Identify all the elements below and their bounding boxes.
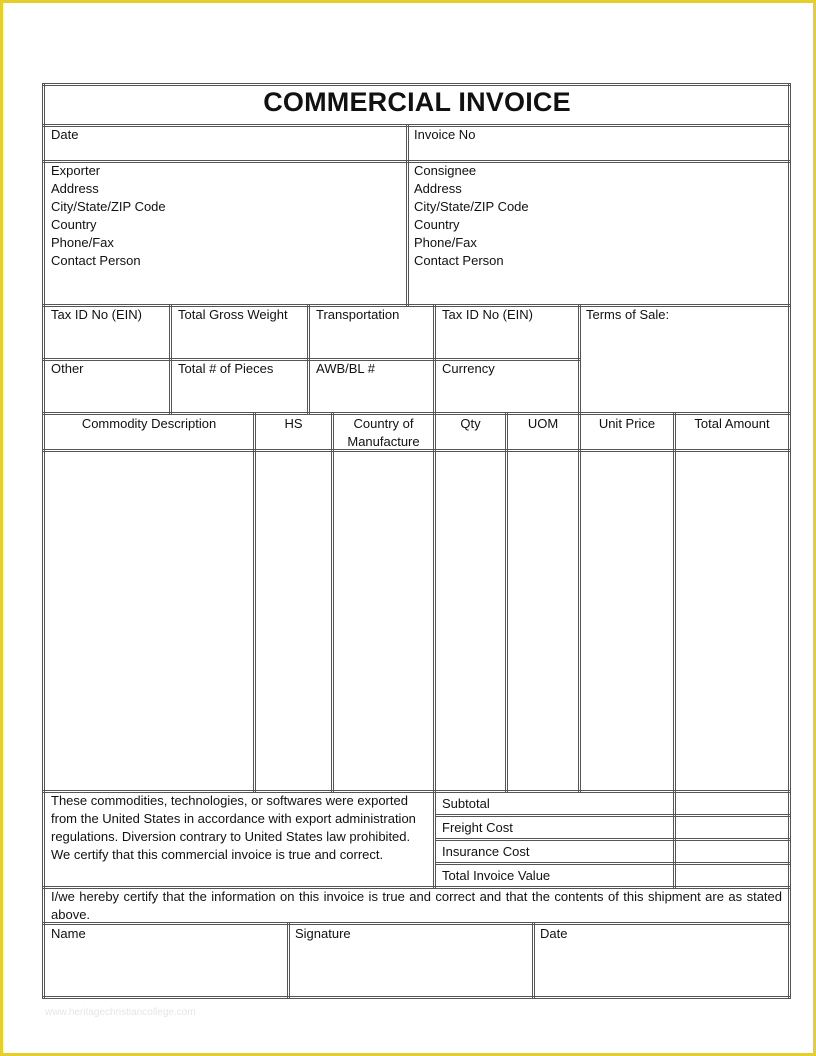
exporter-phone-label: Phone/Fax: [51, 235, 114, 250]
signature-label: Signature: [295, 926, 351, 941]
consignee-contact-label: Contact Person: [414, 253, 504, 268]
consignee-phone-label: Phone/Fax: [414, 235, 477, 250]
transportation-label: Transportation: [316, 307, 400, 322]
exporter-city-label: City/State/ZIP Code: [51, 199, 166, 214]
exporter-address-label: Address: [51, 181, 99, 196]
consignee-tax-id-label: Tax ID No (EIN): [442, 307, 534, 322]
invoice-no-label: Invoice No: [414, 127, 476, 142]
gross-weight-label: Total Gross Weight: [178, 307, 288, 322]
col-description: Commodity Description: [81, 416, 217, 431]
consignee-label: Consignee: [414, 163, 477, 178]
col-country-line2: Manufacture: [347, 434, 420, 449]
col-total-amount: Total Amount: [694, 416, 770, 431]
col-qty: Qty: [460, 416, 481, 431]
pieces-label: Total # of Pieces: [178, 361, 274, 376]
consignee-city-label: City/State/ZIP Code: [414, 199, 529, 214]
exporter-label: Exporter: [51, 163, 101, 178]
col-hs: HS: [284, 416, 303, 431]
consignee-address-label: Address: [414, 181, 462, 196]
exporter-country-label: Country: [51, 217, 97, 232]
consignee-country-label: Country: [414, 217, 460, 232]
col-uom: UOM: [527, 416, 559, 431]
freight-cost-label: Freight Cost: [442, 820, 513, 835]
col-unit-price: Unit Price: [598, 416, 656, 431]
total-invoice-value-label: Total Invoice Value: [442, 868, 551, 883]
invoice-title: COMMERCIAL INVOICE: [263, 87, 571, 117]
subtotal-label: Subtotal: [442, 796, 490, 811]
other-label: Other: [51, 361, 84, 376]
currency-label: Currency: [442, 361, 495, 376]
date-label: Date: [51, 127, 79, 142]
export-statement: These commodities, technologies, or softwares were exported from the United States in accordance with export administration regulations. Diversion contrary to United States law prohibited. We certify that this commercial invoice is true and correct.: [51, 793, 416, 862]
terms-of-sale-label: Terms of Sale:: [586, 307, 670, 322]
awb-label: AWB/BL #: [316, 361, 376, 376]
certification-statement: I/we hereby certify that the information on this invoice is true and correct and that the contents of this shipment are as stated above.: [51, 889, 782, 922]
col-country-line1: Country of: [353, 416, 414, 431]
insurance-cost-label: Insurance Cost: [442, 844, 530, 859]
watermark: www.heritagechristiancollege.com: [45, 1007, 196, 1018]
exporter-contact-label: Contact Person: [51, 253, 141, 268]
footer-date-label: Date: [540, 926, 568, 941]
name-label: Name: [51, 926, 86, 941]
tax-id-label: Tax ID No (EIN): [51, 307, 143, 322]
